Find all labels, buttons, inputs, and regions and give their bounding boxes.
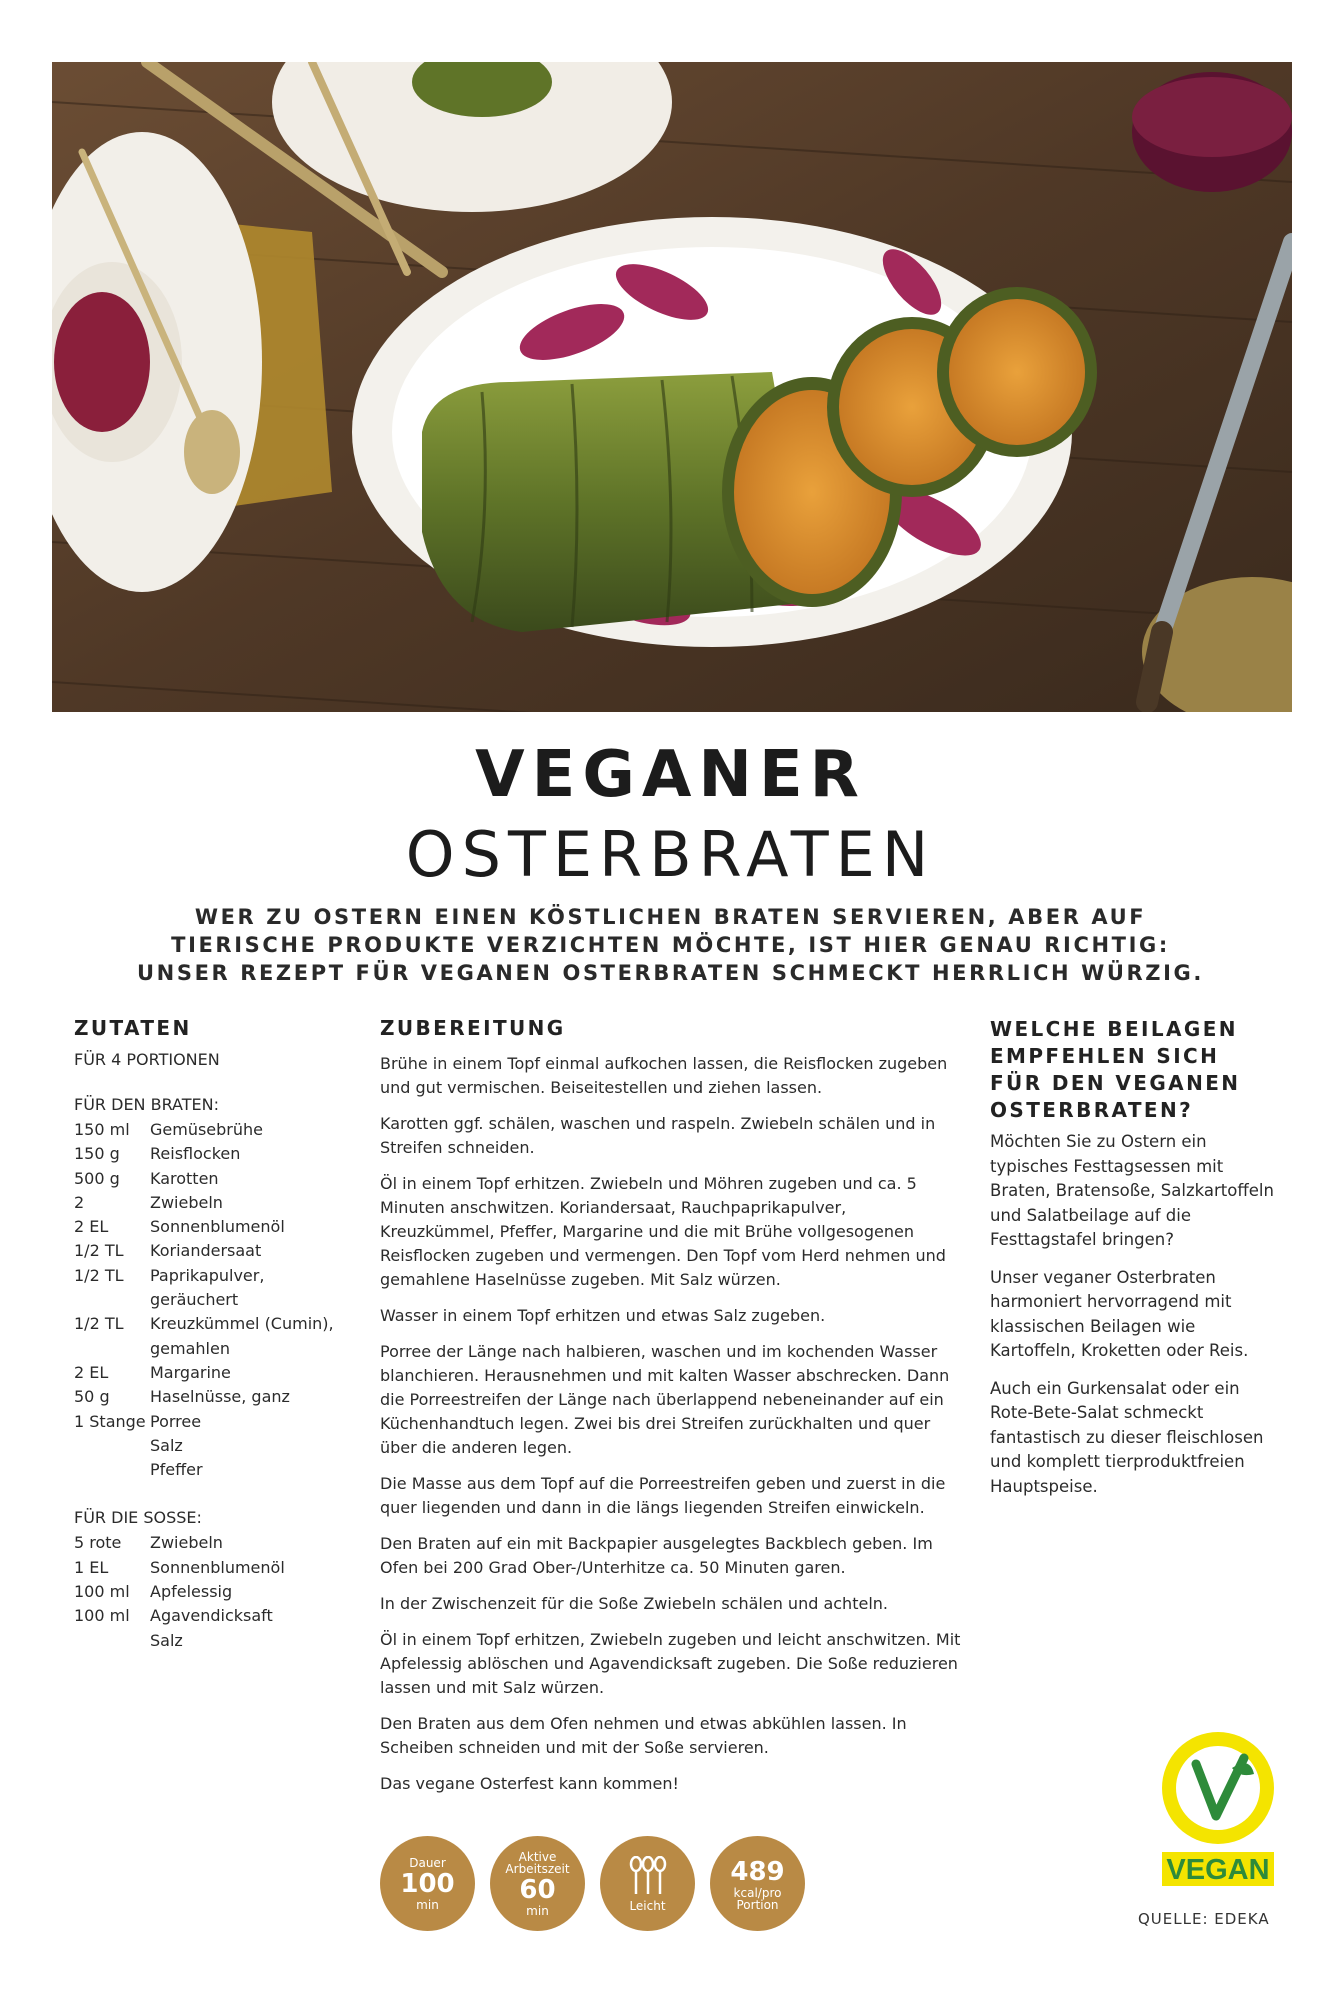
- ingredient-name: gemahlen: [150, 1338, 230, 1358]
- ingredient-row: [74, 1556, 364, 1580]
- ingredient-name: Apfelessig: [150, 1582, 233, 1602]
- calories-badge: [710, 1836, 805, 1931]
- ingredient-quantity: [74, 1629, 150, 1653]
- ingredient-row: [74, 1531, 364, 1555]
- ingredient-name: Paprikapulver,: [150, 1265, 265, 1285]
- ingredient-row: [74, 1191, 364, 1215]
- intro-text: [110, 903, 1231, 987]
- ingredient-row: [74, 1167, 364, 1191]
- ingredient-row: [74, 1264, 364, 1288]
- intro-line: UNSER REZEPT FÜR VEGANEN OSTERBRATEN SCHMECKT HERRLICH WÜRZIG.: [137, 961, 1204, 985]
- side-dishes-heading: WELCHE BEILAGEN EMPFEHLEN SICH FÜR DEN VEGANEN OSTERBRATEN?: [990, 1017, 1241, 1122]
- ingredient-name: Zwiebeln: [150, 1533, 223, 1553]
- ingredient-quantity: 100 ml: [74, 1606, 130, 1626]
- ingredient-name: Pfeffer: [150, 1460, 203, 1480]
- active-time-badge: [490, 1836, 585, 1931]
- ingredient-name: geräuchert: [150, 1290, 239, 1310]
- preparation-step: Wasser in einem Topf erhitzen und etwas Salz zugeben.: [380, 1306, 826, 1325]
- ingredient-row: [74, 1604, 364, 1628]
- portions-label: FÜR 4 PORTIONEN: [74, 1050, 220, 1069]
- hero-photo: [52, 62, 1292, 712]
- sauce-subheading: FÜR DIE SOSSE:: [74, 1508, 202, 1528]
- side-dishes-paragraph: Unser veganer Osterbraten harmoniert hervorragend mit klassischen Beilagen wie Kartoffeln, Kroketten oder Reis.: [990, 1267, 1249, 1360]
- ingredient-name: Zwiebeln: [150, 1192, 223, 1212]
- ingredient-quantity: 5 rote: [74, 1533, 122, 1553]
- ingredient-name: Salz: [150, 1435, 183, 1455]
- ingredient-row: [74, 1385, 364, 1409]
- preparation-heading: ZUBEREITUNG: [380, 1016, 566, 1040]
- sauce-ingredient-list: [74, 1531, 364, 1652]
- intro-line: TIERISCHE PRODUKTE VERZICHTEN MÖCHTE, IST HIER GENAU RICHTIG:: [171, 933, 1170, 957]
- ingredient-quantity: 2: [74, 1192, 85, 1212]
- active-time-value: 60: [519, 1874, 556, 1905]
- ingredient-row: [74, 1337, 364, 1361]
- ingredient-row: [74, 1629, 364, 1653]
- ingredient-row: [74, 1410, 364, 1434]
- active-time-unit: min: [526, 1903, 549, 1918]
- preparation-step: Brühe in einem Topf einmal aufkochen lassen, die Reisflocken zugeben und gut vermischen. Beiseitestellen und ziehen lassen.: [380, 1054, 948, 1097]
- source-credit: QUELLE: EDEKA: [1138, 1910, 1270, 1928]
- ingredient-name: Reisflocken: [150, 1144, 241, 1164]
- preparation-steps: [380, 1052, 965, 1796]
- preparation-step: Die Masse aus dem Topf auf die Porreestreifen geben und zuerst in die quer liegenden und dann in die längs liegenden Streifen einwickeln.: [380, 1474, 946, 1517]
- title-line-2: OSTERBRATEN: [405, 818, 936, 891]
- ingredient-row: [74, 1312, 364, 1336]
- ingredient-name: Sonnenblumenöl: [150, 1217, 285, 1237]
- intro-line: WER ZU OSTERN EINEN KÖSTLICHEN BRATEN SERVIEREN, ABER AUF: [194, 905, 1147, 929]
- ingredient-name: Salz: [150, 1630, 183, 1650]
- ingredient-quantity: 150 ml: [74, 1120, 130, 1139]
- ingredient-row: [74, 1361, 364, 1385]
- difficulty-badge: [600, 1836, 695, 1931]
- v-label-logo: [1158, 1728, 1278, 1888]
- ingredient-name: Kreuzkümmel (Cumin),: [150, 1314, 334, 1334]
- ingredient-name: Gemüsebrühe: [150, 1120, 264, 1139]
- ingredient-quantity: [74, 1288, 150, 1312]
- ingredient-name: Margarine: [150, 1362, 231, 1382]
- roast-subheading: FÜR DEN BRATEN:: [74, 1095, 219, 1114]
- ingredient-quantity: 1 Stange: [74, 1411, 146, 1431]
- ingredient-quantity: [74, 1434, 150, 1458]
- preparation-step: Das vegane Osterfest kann kommen!: [380, 1774, 679, 1793]
- ingredient-quantity: 2 EL: [74, 1362, 109, 1382]
- preparation-step: Öl in einem Topf erhitzen. Zwiebeln und Möhren zugeben und ca. 5 Minuten anschwitzen. Koriandersaat, Rauchpaprikapulver, Kreuzkümmel, Pfeffer, Margarine und die mit Brühe vollgesogenen Reisflocken zugeben und vermengen. Den Topf vom Herd nehmen und gemahlene Haselnüsse zugeben. Mit Salz würzen.: [380, 1174, 946, 1289]
- ingredient-name: Agavendicksaft: [150, 1606, 273, 1626]
- ingredients-heading: ZUTATEN: [74, 1016, 192, 1040]
- ingredient-quantity: 150 g: [74, 1144, 120, 1164]
- ingredient-quantity: 2 EL: [74, 1217, 109, 1237]
- preparation-step: Porree der Länge nach halbieren, waschen und im kochenden Wasser blanchieren. Herausnehmen und mit kalten Wasser abschrecken. Dann die Porreestreifen der Länge nach überlappend nebeneinander auf ein Küchenhandtuch legen. Zwei bis drei Streifen zurückhalten und quer über die anderen legen.: [380, 1342, 950, 1457]
- preparation-column: [380, 1016, 965, 1808]
- ingredient-row: [74, 1288, 364, 1312]
- side-dishes-column: [990, 1016, 1280, 1512]
- roast-photo: [52, 62, 1292, 712]
- ingredient-row: [74, 1434, 364, 1458]
- vegan-word: VEGAN: [1166, 1854, 1270, 1886]
- ingredient-name: Porree: [150, 1411, 202, 1431]
- active-time-label: Aktive Arbeitszeit: [505, 1849, 570, 1876]
- duration-value: 100: [400, 1868, 455, 1899]
- side-dishes-paragraph: Möchten Sie zu Ostern ein typisches Festtagsessen mit Braten, Bratensoße, Salzkartoffeln und Salatbeilage auf die Festtagstafel bringen?: [990, 1132, 1274, 1249]
- ingredient-row: [74, 1458, 364, 1482]
- duration-badge: [380, 1836, 475, 1931]
- preparation-step: Den Braten auf ein mit Backpapier ausgelegtes Backblech geben. Im Ofen bei 200 Grad Ober-/Unterhitze ca. 50 Minuten garen.: [380, 1534, 933, 1577]
- preparation-step: Karotten ggf. schälen, waschen und raspeln. Zwiebeln schälen und in Streifen schneiden.: [380, 1114, 936, 1157]
- preparation-step: Öl in einem Topf erhitzen, Zwiebeln zugeben und leicht anschwitzen. Mit Apfelessig ablöschen und Agavendicksaft zugeben. Die Soße reduzieren lassen und mit Salz würzen.: [380, 1630, 961, 1697]
- ingredient-quantity: 500 g: [74, 1168, 120, 1188]
- ingredient-row: [74, 1580, 364, 1604]
- ingredient-quantity: 100 ml: [74, 1582, 130, 1602]
- ingredient-name: Koriandersaat: [150, 1241, 262, 1261]
- ingredient-quantity: 1/2 TL: [74, 1265, 124, 1285]
- ingredient-row: [74, 1215, 364, 1239]
- ingredient-quantity: [74, 1337, 150, 1361]
- ingredient-row: [74, 1142, 364, 1166]
- calories-unit: kcal/pro Portion: [733, 1885, 782, 1912]
- ingredient-quantity: 50 g: [74, 1387, 110, 1407]
- preparation-step: In der Zwischenzeit für die Soße Zwiebeln schälen und achteln.: [380, 1594, 888, 1613]
- duration-unit: min: [416, 1897, 439, 1912]
- ingredient-quantity: [74, 1458, 150, 1482]
- title-line-1: VEGANER: [475, 738, 866, 812]
- ingredient-name: Sonnenblumenöl: [150, 1557, 285, 1577]
- preparation-step: Den Braten aus dem Ofen nehmen und etwas abkühlen lassen. In Scheiben schneiden und mit der Soße servieren.: [380, 1714, 907, 1757]
- duration-label: Dauer: [409, 1855, 446, 1870]
- spoons-icon: [625, 1856, 671, 1894]
- ingredient-row: [74, 1118, 364, 1142]
- ingredient-name: Haselnüsse, ganz: [150, 1387, 290, 1407]
- ingredient-name: Karotten: [150, 1168, 219, 1188]
- side-dishes-paragraph: Auch ein Gurkensalat oder ein Rote-Bete-Salat schmeckt fantastisch zu dieser fleischlosen und komplett tierproduktfreien Hauptspeise.: [990, 1378, 1264, 1496]
- ingredient-quantity: 1/2 TL: [74, 1314, 124, 1334]
- v-label-icon: [1158, 1728, 1278, 1888]
- ingredient-quantity: 1 EL: [74, 1557, 109, 1577]
- calories-value: 489: [730, 1856, 785, 1887]
- ingredients-column: [74, 1016, 364, 1653]
- ingredient-row: [74, 1239, 364, 1263]
- roast-ingredient-list: [74, 1118, 364, 1482]
- ingredient-quantity: 1/2 TL: [74, 1241, 124, 1261]
- difficulty-label: Leicht: [629, 1898, 666, 1913]
- recipe-badges: [380, 1836, 805, 1931]
